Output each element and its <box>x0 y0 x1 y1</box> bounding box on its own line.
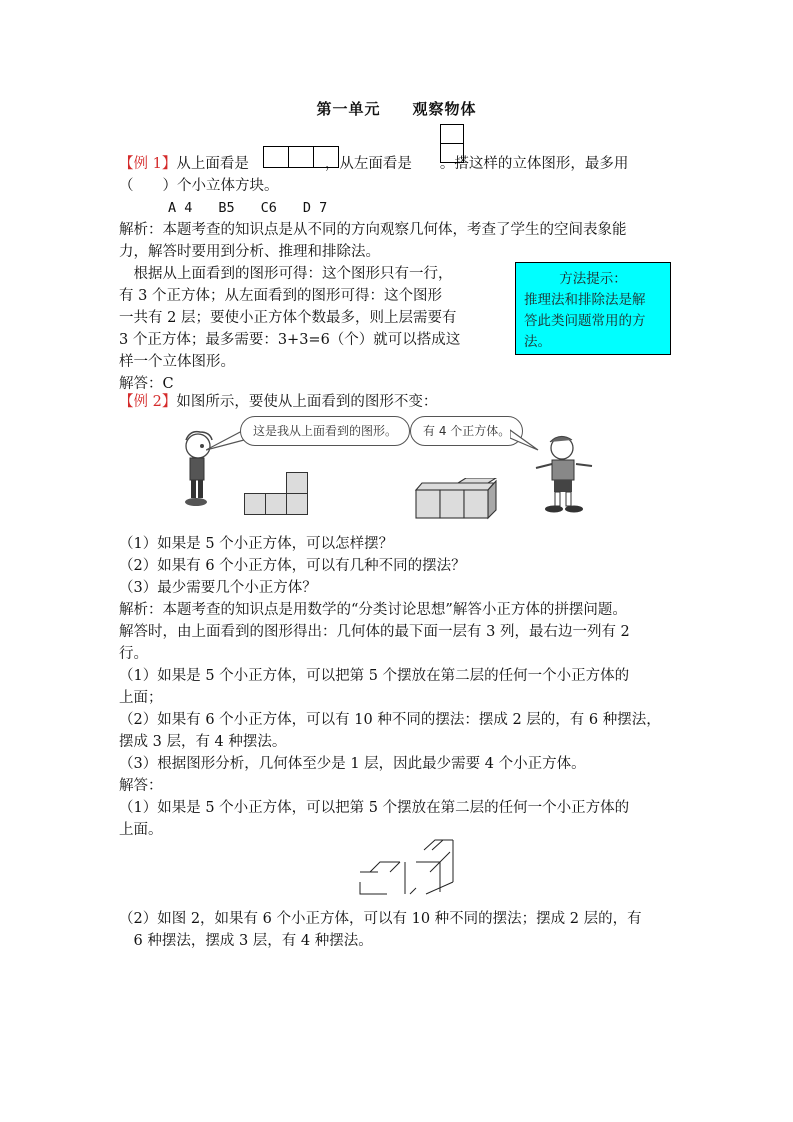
example2-analysis-line: 摆成 3 层，有 4 种摆法。 <box>119 734 287 750</box>
example1-analysis-line2: 力，解答时要用到分析、推理和排除法。 <box>119 244 380 260</box>
topic-label: 观察物体 <box>412 100 477 118</box>
speech-bubble-left: 这是我从上面看到的图形。 <box>240 416 410 446</box>
top-view-figure <box>263 146 339 168</box>
top-view-square <box>244 493 266 515</box>
example1-question-line1: 【例 1】从上面看是 ，从左面看是 。搭这样的立体图形，最多用 <box>119 156 629 172</box>
example2-analysis-line: 上面； <box>119 690 163 706</box>
example2-analysis-line: 解析：本题考查的知识点是用数学的“分类讨论思想”解答小正方体的拼摆问题。 <box>119 602 627 618</box>
example1-reason-line: 根据从上面看到的图形可得：这个图形只有一行， <box>119 266 453 282</box>
example2-illustration <box>170 412 610 524</box>
option-d: D 7 <box>302 200 328 216</box>
option-a: A 4 <box>168 200 193 216</box>
cube-stack-3d <box>410 478 500 520</box>
example1-options <box>168 198 327 219</box>
example1-analysis-line1: 解析：本题考查的知识点是从不同的方向观察几何体，考查了学生的空间表象能 <box>119 222 627 238</box>
option-c: C6 <box>260 200 277 216</box>
example2-tag: 【例 2】 <box>119 394 177 410</box>
hint-title: 方法提示： <box>559 271 627 287</box>
top-view-square <box>265 493 287 515</box>
example2-intro: 【例 2】如图所示，要使从上面看到的图形不变： <box>119 394 438 410</box>
example2-answer-line: 上面。 <box>119 822 163 838</box>
example2-analysis-line: 解答时，由上面看到的图形得出：几何体的最下面一层有 3 列，最右边一列有 2 <box>119 624 630 640</box>
example2-analysis-line: 行。 <box>119 646 148 662</box>
left-view-cell <box>441 125 463 144</box>
example2-question: （3）最少需要几个小正方体？ <box>119 580 317 596</box>
hint-line: 法。 <box>524 334 551 350</box>
example2-answer-line: （2）如图 2，如果有 6 个小正方体，可以有 10 种不同的摆法；摆成 2 层的，有 <box>119 911 642 927</box>
example2-question: （1）如果是 5 个小正方体，可以怎样摆？ <box>119 536 394 552</box>
example2-question: （2）如果有 6 个小正方体，可以有几种不同的摆法？ <box>119 558 466 574</box>
example1-reason-line: 样一个立体图形。 <box>119 354 235 370</box>
method-hint-box <box>515 262 671 355</box>
speech-bubble-right: 有 4 个正方体。 <box>410 416 523 446</box>
top-view-cell <box>289 147 314 167</box>
example2-answer-line: 6 种摆法，摆成 3 层，有 4 种摆法。 <box>119 933 373 949</box>
left-view-figure <box>440 124 464 163</box>
example1-reason-line: 有 3 个正方体；从左面看到的图形可得：这个图形 <box>119 288 442 304</box>
example1-reason-line: 3 个正方体；最多需要：3+3=6（个）就可以搭成这 <box>119 332 461 348</box>
top-view-square <box>286 472 308 494</box>
option-b: B5 <box>218 200 235 216</box>
example1-question-line2: （ ）个小立体方块。 <box>119 178 279 194</box>
example2-answer-label: 解答： <box>119 778 163 794</box>
hint-line: 推理法和排除法是解 <box>524 292 646 308</box>
answer-figure-3d <box>350 832 460 902</box>
example1-tag: 【例 1】 <box>119 156 177 172</box>
example2-analysis-line: （2）如果有 6 个小正方体，可以有 10 种不同的摆法：摆成 2 层的，有 6 种摆法， <box>119 712 661 728</box>
hint-line: 答此类问题常用的方 <box>524 313 646 329</box>
top-view-cell <box>264 147 289 167</box>
example1-reason-line: 一共有 2 层；要使小正方体个数最多，则上层需要有 <box>119 310 457 326</box>
top-view-cell <box>314 147 338 167</box>
page-title <box>0 98 793 119</box>
top-view-square <box>286 493 308 515</box>
example1-answer: 解答：C <box>119 376 174 392</box>
example2-answer-line: （1）如果是 5 个小正方体，可以把第 5 个摆放在第二层的任何一个小正方体的 <box>119 800 630 816</box>
unit-label: 第一单元 <box>316 100 381 118</box>
example2-analysis-line: （1）如果是 5 个小正方体，可以把第 5 个摆放在第二层的任何一个小正方体的 <box>119 668 630 684</box>
example2-analysis-line: （3）根据图形分析，几何体至少是 1 层，因此最少需要 4 个小正方体。 <box>119 756 586 772</box>
left-view-cell <box>441 144 463 162</box>
boy-right-icon <box>532 434 596 516</box>
